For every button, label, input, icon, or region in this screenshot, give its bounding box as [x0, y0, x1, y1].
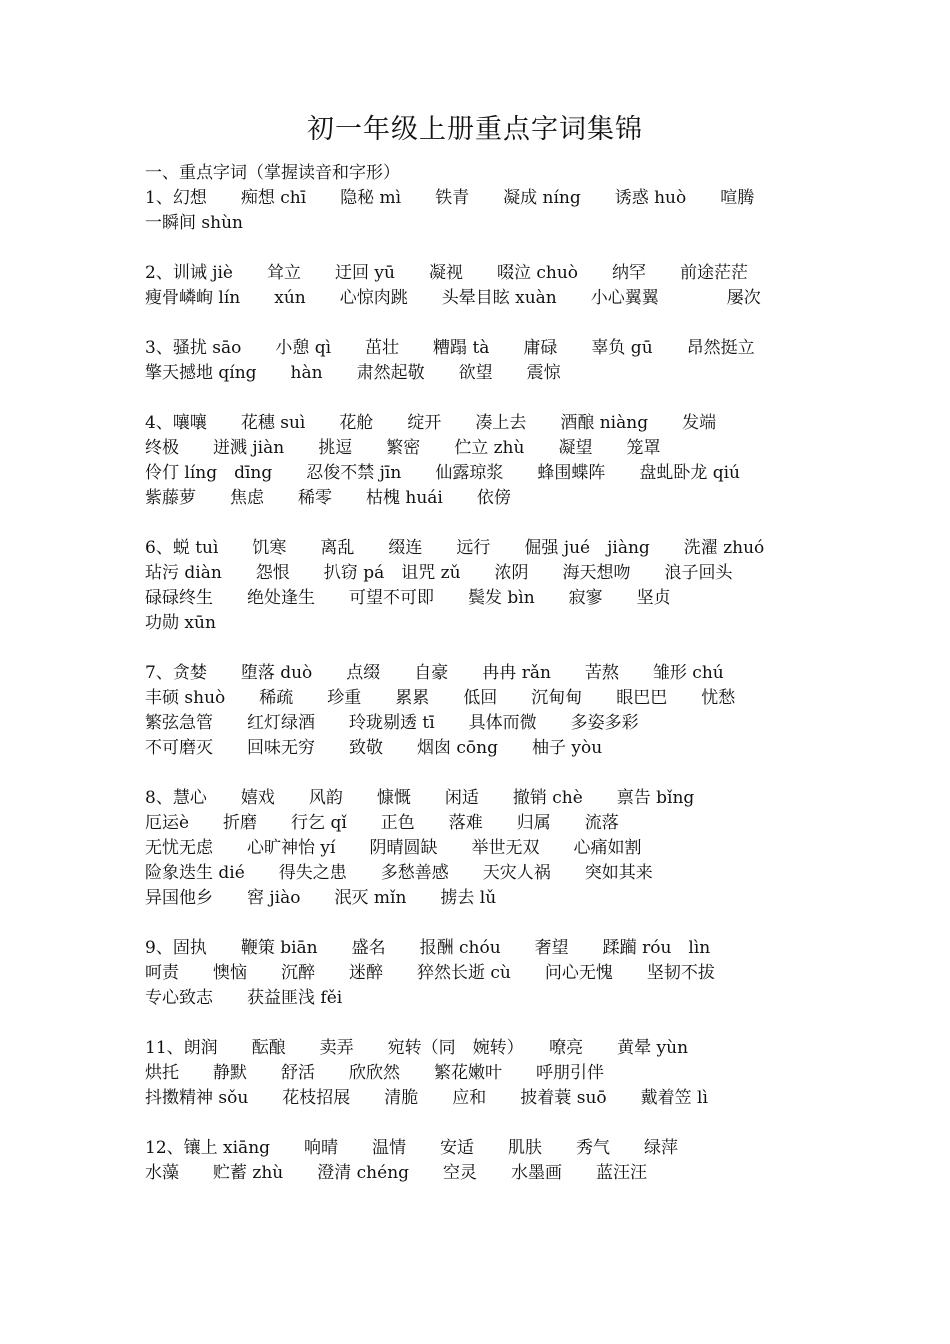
- vocab-group: [145, 186, 845, 236]
- group-spacer: [145, 236, 845, 261]
- vocab-group: [145, 1136, 845, 1186]
- vocab-group: [145, 936, 845, 1011]
- vocab-line: 9、固执 鞭策 biān 盛名 报酬 chóu 奢望 蹂躏 róu lìn: [145, 938, 711, 958]
- vocab-line: 擎天撼地 qíng hàn 肃然起敬 欲望 震惊: [145, 363, 561, 383]
- vocab-line: 紫藤萝 焦虑 稀零 枯槐 huái 依傍: [145, 488, 511, 508]
- vocab-line: 4、嚷嚷 花穗 suì 花舱 绽开 凑上去 酒酿 niàng 发端: [145, 413, 717, 433]
- vocab-line: 无忧无虑 心旷神怡 yí 阴晴圆缺 举世无双 心痛如割: [145, 838, 642, 858]
- vocab-line: 1、幻想 痴想 chī 隐秘 mì 铁青 凝成 níng 诱惑 huò 喧腾: [145, 188, 755, 208]
- group-spacer: [145, 311, 845, 336]
- vocab-group: [145, 336, 845, 386]
- vocab-group: [145, 661, 845, 761]
- group-spacer: [145, 1011, 845, 1036]
- vocab-line: 专心致志 获益匪浅 fěi: [145, 988, 343, 1008]
- vocab-line: 不可磨灭 回味无穷 致敬 烟囱 cōng 柚子 yòu: [145, 738, 603, 758]
- vocab-line: 险象迭生 dié 得失之患 多愁善感 天灾人祸 突如其来: [145, 863, 653, 883]
- vocab-group: [145, 536, 845, 636]
- vocab-line: 2、训诫 jiè 耸立 迂回 yū 凝视 啜泣 chuò 纳罕 前途茫茫: [145, 263, 749, 283]
- vocab-line: 8、慧心 嬉戏 风韵 慷慨 闲适 撤销 chè 禀告 bǐng: [145, 788, 695, 808]
- document-content: [145, 161, 845, 1186]
- vocab-line: 11、朗润 酝酿 卖弄 宛转（同 婉转） 嘹亮 黄晕 yùn: [145, 1038, 689, 1058]
- group-spacer: [145, 386, 845, 411]
- vocab-line: 瘦骨嶙峋 lín xún 心惊肉跳 头晕目眩 xuàn 小心翼翼 屡次: [145, 288, 761, 308]
- vocab-group: [145, 786, 845, 911]
- vocab-line: 3、骚扰 sāo 小憩 qì 茁壮 糟蹋 tà 庸碌 辜负 gū 昂然挺立: [145, 338, 755, 358]
- vocab-line: 碌碌终生 绝处逢生 可望不可即 鬓发 bìn 寂寥 坚贞: [145, 588, 671, 608]
- vocab-line: 厄运è 折磨 行乞 qǐ 正色 落难 归属 流落: [145, 813, 619, 833]
- group-spacer: [145, 1111, 845, 1136]
- vocab-line: 繁弦急管 红灯绿酒 玲珑剔透 tī 具体而微 多姿多彩: [145, 713, 639, 733]
- vocab-line: 呵责 懊恼 沉醉 迷醉 猝然长逝 cù 问心无愧 坚韧不拔: [145, 963, 715, 983]
- vocab-group: [145, 411, 845, 511]
- vocab-groups: [145, 186, 845, 1186]
- vocab-line: 7、贪婪 堕落 duò 点缀 自豪 冉冉 rǎn 苦熬 雏形 chú: [145, 663, 724, 683]
- page-title: 初一年级上册重点字词集锦: [307, 114, 643, 145]
- vocab-line: 玷污 diàn 怨恨 扒窃 pá 诅咒 zǔ 浓阴 海天想吻 浪子回头: [145, 563, 733, 583]
- group-spacer: [145, 761, 845, 786]
- vocab-line: 抖擞精神 sǒu 花枝招展 清脆 应和 披着蓑 suō 戴着笠 lì: [145, 1088, 708, 1108]
- vocab-group: [145, 1036, 845, 1111]
- group-spacer: [145, 911, 845, 936]
- vocab-line: 6、蜕 tuì 饥寒 离乱 缀连 远行 倔强 jué jiàng 洗濯 zhuó: [145, 538, 765, 558]
- group-spacer: [145, 511, 845, 536]
- group-spacer: [145, 636, 845, 661]
- vocab-line: 丰硕 shuò 稀疏 珍重 累累 低回 沉甸甸 眼巴巴 忧愁: [145, 688, 736, 708]
- vocab-line: 终极 迸溅 jiàn 挑逗 繁密 伫立 zhù 凝望 笼罩: [145, 438, 661, 458]
- vocab-line: 伶仃 líng dīng 忍俊不禁 jīn 仙露琼浆 蜂围蝶阵 盘虬卧龙 qiú: [145, 463, 740, 483]
- vocab-line: 异国他乡 窖 jiào 泯灭 mǐn 掳去 lǔ: [145, 888, 497, 908]
- vocab-group: [145, 261, 845, 311]
- vocab-line: 一瞬间 shùn: [145, 213, 243, 233]
- vocab-line: 水藻 贮蓄 zhù 澄清 chéng 空灵 水墨画 蓝汪汪: [145, 1163, 648, 1183]
- vocab-line: 功勋 xūn: [145, 613, 216, 633]
- vocab-line: 烘托 静默 舒活 欣欣然 繁花嫩叶 呼朋引伴: [145, 1063, 604, 1083]
- section-heading: 一、重点字词（掌握读音和字形）: [145, 163, 400, 183]
- vocab-line: 12、镶上 xiāng 响晴 温情 安适 肌肤 秀气 绿萍: [145, 1138, 679, 1158]
